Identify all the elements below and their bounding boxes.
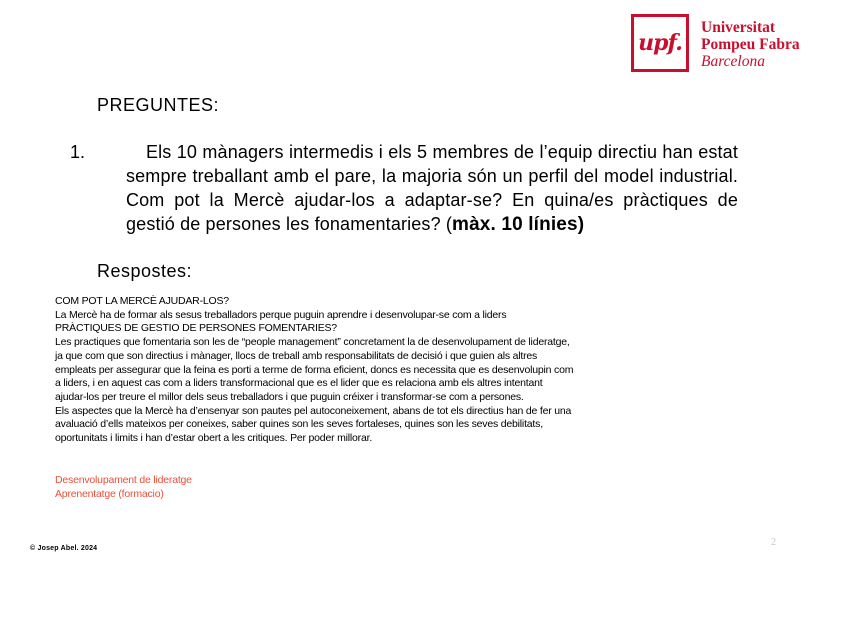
- answer-line: oportunitats i limits i han d’estar obert a les critiques. Per poder millorar.: [55, 432, 373, 445]
- answer-line: avaluació d’ells mateixos per coneixes, saber quines son les seves fortaleses, quines son les seves debilitats,: [55, 418, 543, 431]
- answer-line: ajudar-los per treure el millor dels seus treballadors i que puguin créixer i transformar-se com a persones.: [55, 390, 524, 403]
- upf-logo-mark: upf.: [631, 14, 689, 72]
- answer-line: Les practiques que fomentaria son les de “people management” concretament la de desenvolupament de lideratge,: [55, 336, 570, 349]
- answer-line: Els aspectes que la Mercè ha d’ensenyar son pautes pel autoconeixement, abans de tot els directius han de fer una: [55, 404, 572, 417]
- copyright-footer: © Josep Abel. 2024: [30, 545, 98, 552]
- logo-line-3: Barcelona: [701, 53, 765, 70]
- question-body: Els 10 mànagers intermedis i els 5 membres de l’equip directiu han estat sempre treballant amb el pare, la majoria són un perfil del model industrial. Com pot la Mercè ajudar-los a adaptar-se? En quina/es pràctiques de gestió de persones les fonamentaries? (: [126, 142, 738, 234]
- answer-line: La Mercè ha de formar als sesus treballadors perque puguin aprendre i desenvolupar-se com a liders: [55, 308, 507, 321]
- answer-body: [55, 295, 675, 446]
- tag-item: Desenvolupament de lideratge: [55, 474, 192, 486]
- answer-line: a liders, i en aquest cas com a liders transformacional que es el lider que es relaciona amb els altres intentant: [55, 377, 543, 390]
- tag-item: Aprenentatge (formacio): [55, 488, 164, 500]
- tag-list: [55, 473, 192, 501]
- logo-line-1: Universitat: [701, 19, 776, 36]
- answer-line: ja que com que son directius i mànager, llocs de treball amb responsabilitats de decisió i que guien als altres: [55, 349, 538, 362]
- answer-line: empleats per assegurar que la feina es porti a terme de forma eficient, doncs es necessita que es desenvolupin com: [55, 363, 574, 376]
- page-number: 2: [771, 537, 776, 548]
- answers-heading: Respostes:: [97, 261, 193, 281]
- answer-line: COM POT LA MERCÈ AJUDAR-LOS?: [55, 295, 229, 307]
- question-number: 1.: [70, 142, 86, 162]
- question-text: [126, 140, 738, 237]
- question-emphasis: màx. 10 línies): [452, 214, 585, 235]
- questions-heading: PREGUNTES:: [97, 95, 220, 115]
- answer-line: PRÀCTIQUES DE GESTIO DE PERSONES FOMENTARIES?: [55, 322, 337, 335]
- logo-line-2: Pompeu Fabra: [701, 36, 800, 53]
- upf-logo-text: [701, 19, 841, 70]
